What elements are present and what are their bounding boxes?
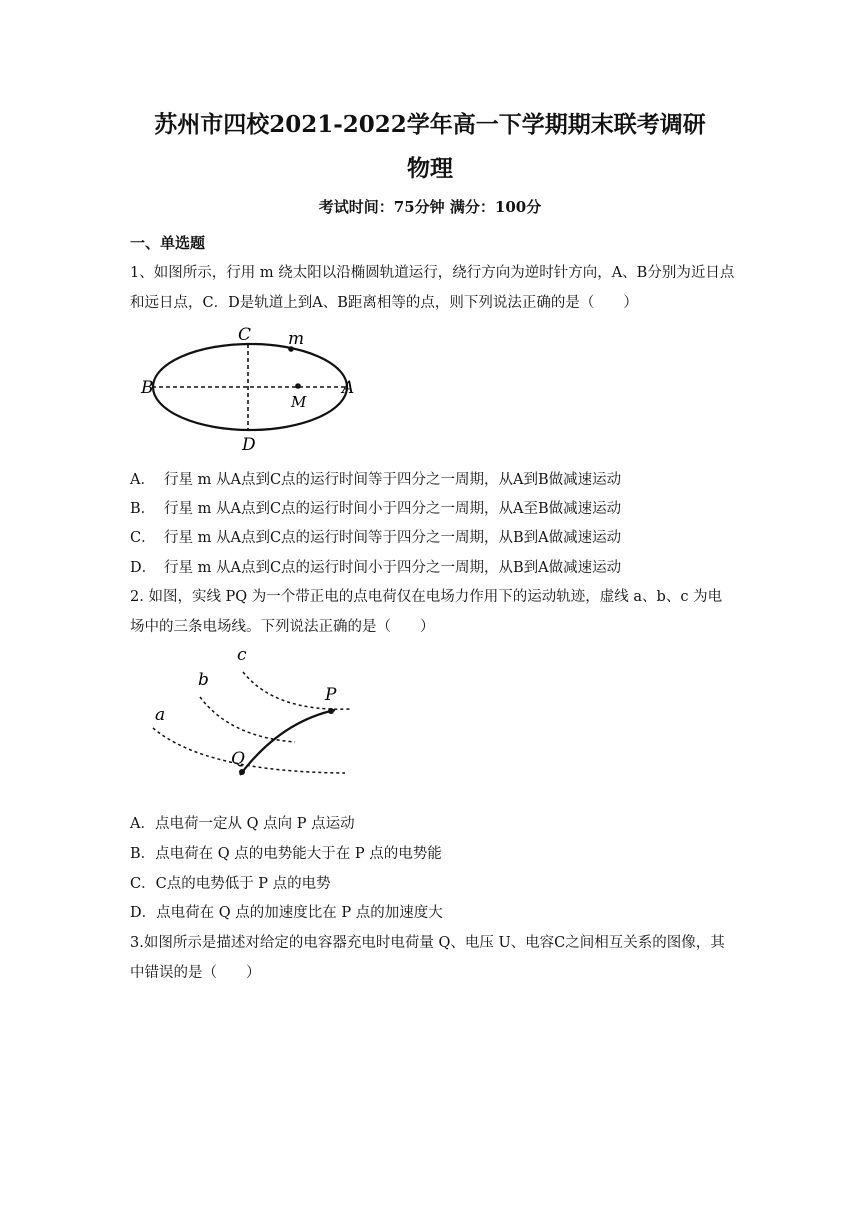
q2-option-c[interactable]: C．C点的电势低于 P 点的电势 <box>130 876 331 892</box>
subject-title: 物理 <box>407 155 453 182</box>
question-3-stem: 3.如图所示是描述对给定的电容器充电时电荷量 Q、电压 U、电容C之间相互关系的图像，其中错误的是（ ） <box>130 935 725 981</box>
q1-option-c[interactable]: C． 行星 m 从A点到C点的运行时间等于四分之一周期，从B到A做减速运动 <box>130 530 622 546</box>
label-a: a <box>155 705 166 725</box>
label-p: P <box>325 685 337 705</box>
q2-option-d[interactable]: D．点电荷在 Q 点的加速度比在 P 点的加速度大 <box>130 905 443 921</box>
label-m: m <box>288 329 305 349</box>
question-2-field-figure <box>145 642 365 787</box>
exam-title: 苏州市四校2021-2022学年高一下学期期末联考调研 <box>154 111 706 138</box>
q1-option-b[interactable]: B． 行星 m 从A点到C点的运行时间小于四分之一周期，从A至B做减速运动 <box>130 501 622 517</box>
q1-option-a[interactable]: A． 行星 m 从A点到C点的运行时间等于四分之一周期，从A到B做减速运动 <box>130 472 622 488</box>
label-b: b <box>198 670 209 690</box>
question-1-ellipse-figure <box>138 326 368 458</box>
label-b: B <box>141 378 154 398</box>
exam-info: 考试时间：75分钟 满分：100分 <box>318 198 542 216</box>
q1-option-d[interactable]: D． 行星 m 从A点到C点的运行时间小于四分之一周期，从B到A做减速运动 <box>130 560 622 576</box>
q2-option-b[interactable]: B．点电荷在 Q 点的电势能大于在 P 点的电势能 <box>130 846 442 862</box>
question-1-stem: 1、如图所示，行用 m 绕太阳以沿椭圆轨道运行，绕行方向为逆时针方向，A、B分别为近日点和远日点，C．D是轨道上到A、B距离相等的点，则下列说法正确的是（ ） <box>130 265 735 311</box>
label-d: D <box>242 435 256 455</box>
label-c: c <box>237 645 247 665</box>
question-2-stem: 2. 如图，实线 PQ 为一个带正电的点电荷仅在电场力作用下的运动轨迹，虚线 a、b、c 为电场中的三条电场线。下列说法正确的是（ ） <box>130 589 723 635</box>
label-q: Q <box>231 749 245 769</box>
label-a: A <box>342 378 355 398</box>
label-mm: M <box>291 393 307 411</box>
section-heading: 一、单选题 <box>130 234 206 252</box>
q2-option-a[interactable]: A．点电荷一定从 Q 点向 P 点运动 <box>130 816 355 832</box>
label-c: C <box>238 326 252 345</box>
